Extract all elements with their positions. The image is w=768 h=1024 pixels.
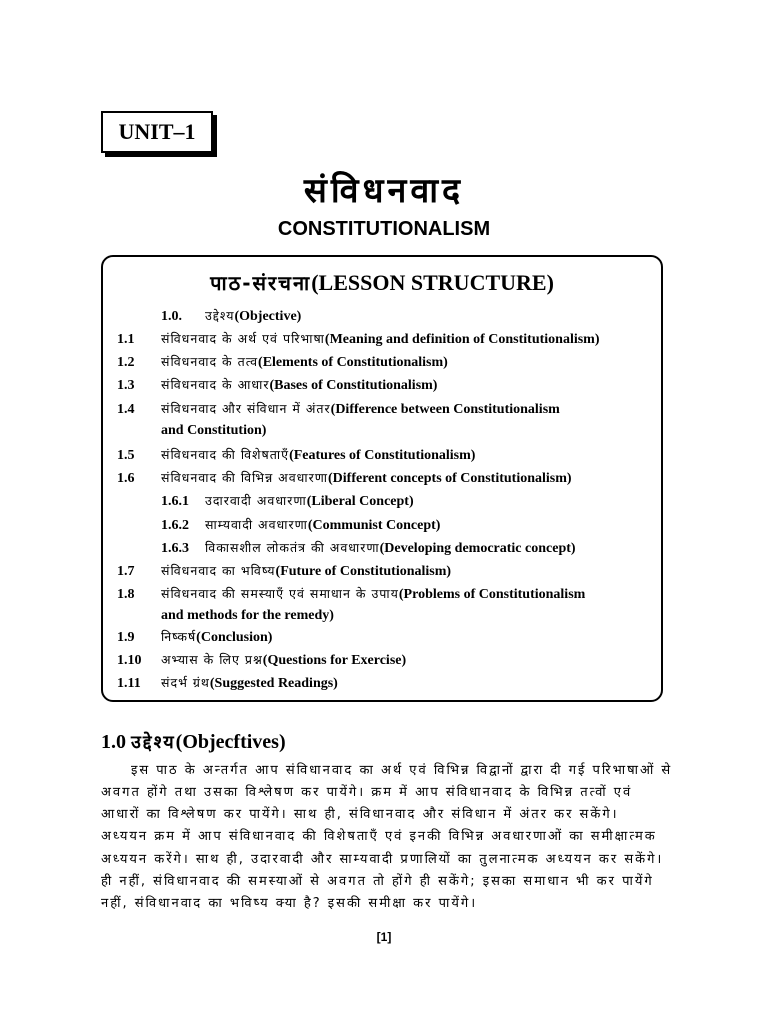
lesson-structure-box (101, 255, 663, 702)
toc-item-hindi: संविधनवाद की विभिन्न अवधारणा (161, 470, 328, 485)
toc-item-number: 1.6 (117, 471, 135, 486)
lesson-heading-english: (LESSON STRUCTURE) (311, 270, 554, 295)
toc-item-english: (Objective) (234, 309, 302, 324)
toc-item-english: (Conclusion) (196, 630, 273, 645)
lesson-structure-heading (103, 269, 661, 296)
toc-item-number: 1.6.1 (161, 494, 189, 509)
toc-item-number: 1.5 (117, 448, 135, 463)
toc-item-number: 1.7 (117, 564, 135, 579)
toc-item-english: (Liberal Concept) (306, 494, 414, 509)
toc-item (117, 400, 560, 418)
page-title-hindi: संविधनवाद (303, 171, 465, 211)
toc-item-hindi: उद्देश्य (205, 308, 235, 323)
toc-item-english: (Different concepts of Constitutionalism) (328, 471, 572, 486)
toc-item-number: 1.3 (117, 378, 135, 393)
toc-item (161, 539, 576, 557)
toc-item-hindi: संविधनवाद और संविधान में अंतर (161, 401, 331, 416)
toc-item-number: 1.6.2 (161, 518, 189, 533)
toc-item-number: 1.9 (117, 630, 135, 645)
toc-item (117, 628, 272, 646)
paragraph-line: अध्ययन करेंगे। साथ ही, उदारवादी और साम्यवादी प्रणालियों का तुलनात्मक अध्ययन कर सकेंगे। (101, 852, 664, 867)
section-number: 1.0 (101, 731, 126, 753)
toc-item (117, 651, 406, 669)
paragraph-line: अध्ययन क्रम में आप संविधानवाद की विशेषताएँ एवं इनकी विभिन्न अवधारणाओं का समीक्षात्मक (101, 829, 657, 844)
toc-item-english: (Features of Constitutionalism) (289, 448, 476, 463)
toc-item (117, 446, 475, 464)
toc-item (161, 492, 414, 510)
toc-item (117, 562, 451, 580)
toc-item (161, 516, 440, 534)
paragraph-line: आधारों का विश्लेषण कर पायेंगे। साथ ही, संविधानवाद और संविधान में अंतर कर सकेंगे। (101, 807, 619, 822)
toc-item-english: (Elements of Constitutionalism) (258, 355, 448, 370)
toc-item-hindi: संविधनवाद की विशेषताएँ (161, 447, 290, 462)
toc-item-hindi: संविधनवाद के अर्थ एवं परिभाषा (161, 331, 325, 346)
section-heading (101, 730, 286, 754)
toc-item-number: 1.1 (117, 332, 135, 347)
toc-item-english: (Bases of Constitutionalism) (269, 378, 438, 393)
page-title-english: CONSTITUTIONALISM (277, 218, 491, 240)
toc-item-number: 1.10 (117, 653, 142, 668)
toc-item-hindi: संदर्भ ग्रंथ (161, 675, 210, 690)
toc-item-hindi: संविधनवाद के तत्व (161, 354, 259, 369)
toc-item (117, 330, 600, 348)
toc-item-number: 1.0. (161, 309, 182, 324)
toc-item-hindi: अभ्यास के लिए प्रश्न (161, 652, 263, 667)
section-heading-hindi: उद्देश्य (131, 732, 176, 753)
toc-item (117, 469, 572, 487)
toc-item-hindi: संविधनवाद के आधार (161, 377, 270, 392)
toc-item-hindi: संविधनवाद का भविष्य (161, 563, 276, 578)
toc-item-english: (Difference between Constitutionalism (330, 402, 560, 417)
toc-item (117, 376, 437, 394)
toc-item-hindi: संविधनवाद की समस्याएँ एवं समाधान के उपाय (161, 586, 399, 601)
toc-item (117, 353, 448, 371)
paragraph-line: ही नहीं, संविधानवाद की समस्याओं से अवगत तो होंगे ही सकेंगे; इसका समाधान भी कर पायेंगे (101, 874, 654, 889)
toc-item-continuation: and Constitution) (161, 423, 267, 438)
toc-item-number: 1.8 (117, 587, 135, 602)
toc-item-english: (Meaning and definition of Constitutionalism) (324, 332, 600, 347)
toc-item-english: (Questions for Exercise) (262, 653, 407, 668)
toc-item-hindi: उदारवादी अवधारणा (205, 493, 307, 508)
toc-item-hindi: निष्कर्ष (161, 629, 197, 644)
section-heading-english: (Objecftives) (175, 731, 286, 753)
paragraph-line: इस पाठ के अन्तर्गत आप संविधानवाद का अर्थ एवं विभिन्न विद्वानों द्वारा दी गई परिभाषाओं से (131, 763, 673, 778)
toc-item-english: (Problems of Constitutionalism (398, 587, 586, 602)
toc-item-english: (Suggested Readings) (209, 676, 338, 691)
toc-item-number: 1.2 (117, 355, 135, 370)
toc-item-english: (Communist Concept) (307, 518, 441, 533)
unit-label: UNIT–1 (101, 111, 213, 153)
toc-item (161, 307, 301, 325)
toc-item-hindi: साम्यवादी अवधारणा (205, 517, 308, 532)
toc-item-continuation: and methods for the remedy) (161, 608, 334, 623)
toc-item-number: 1.4 (117, 402, 135, 417)
lesson-heading-hindi: पाठ-संरचना (210, 271, 312, 295)
paragraph-line: अवगत होंगे तथा उसका विश्लेषण कर पायेंगे। क्रम में आप संविधानवाद के विभिन्न तत्वों एवं (101, 785, 633, 800)
toc-item-number: 1.11 (117, 676, 141, 691)
toc-item-number: 1.6.3 (161, 541, 189, 556)
toc-item-hindi: विकासशील लोकतंत्र की अवधारणा (205, 540, 380, 555)
toc-item (117, 674, 338, 692)
toc-item (117, 585, 585, 603)
toc-item-english: (Future of Constitutionalism) (275, 564, 452, 579)
toc-item-english: (Developing democratic concept) (379, 541, 576, 556)
page-number: [1] (376, 930, 392, 944)
paragraph-line: नहीं, संविधानवाद का भविष्य क्या है? इसकी समीक्षा कर पायेंगे। (101, 896, 478, 911)
